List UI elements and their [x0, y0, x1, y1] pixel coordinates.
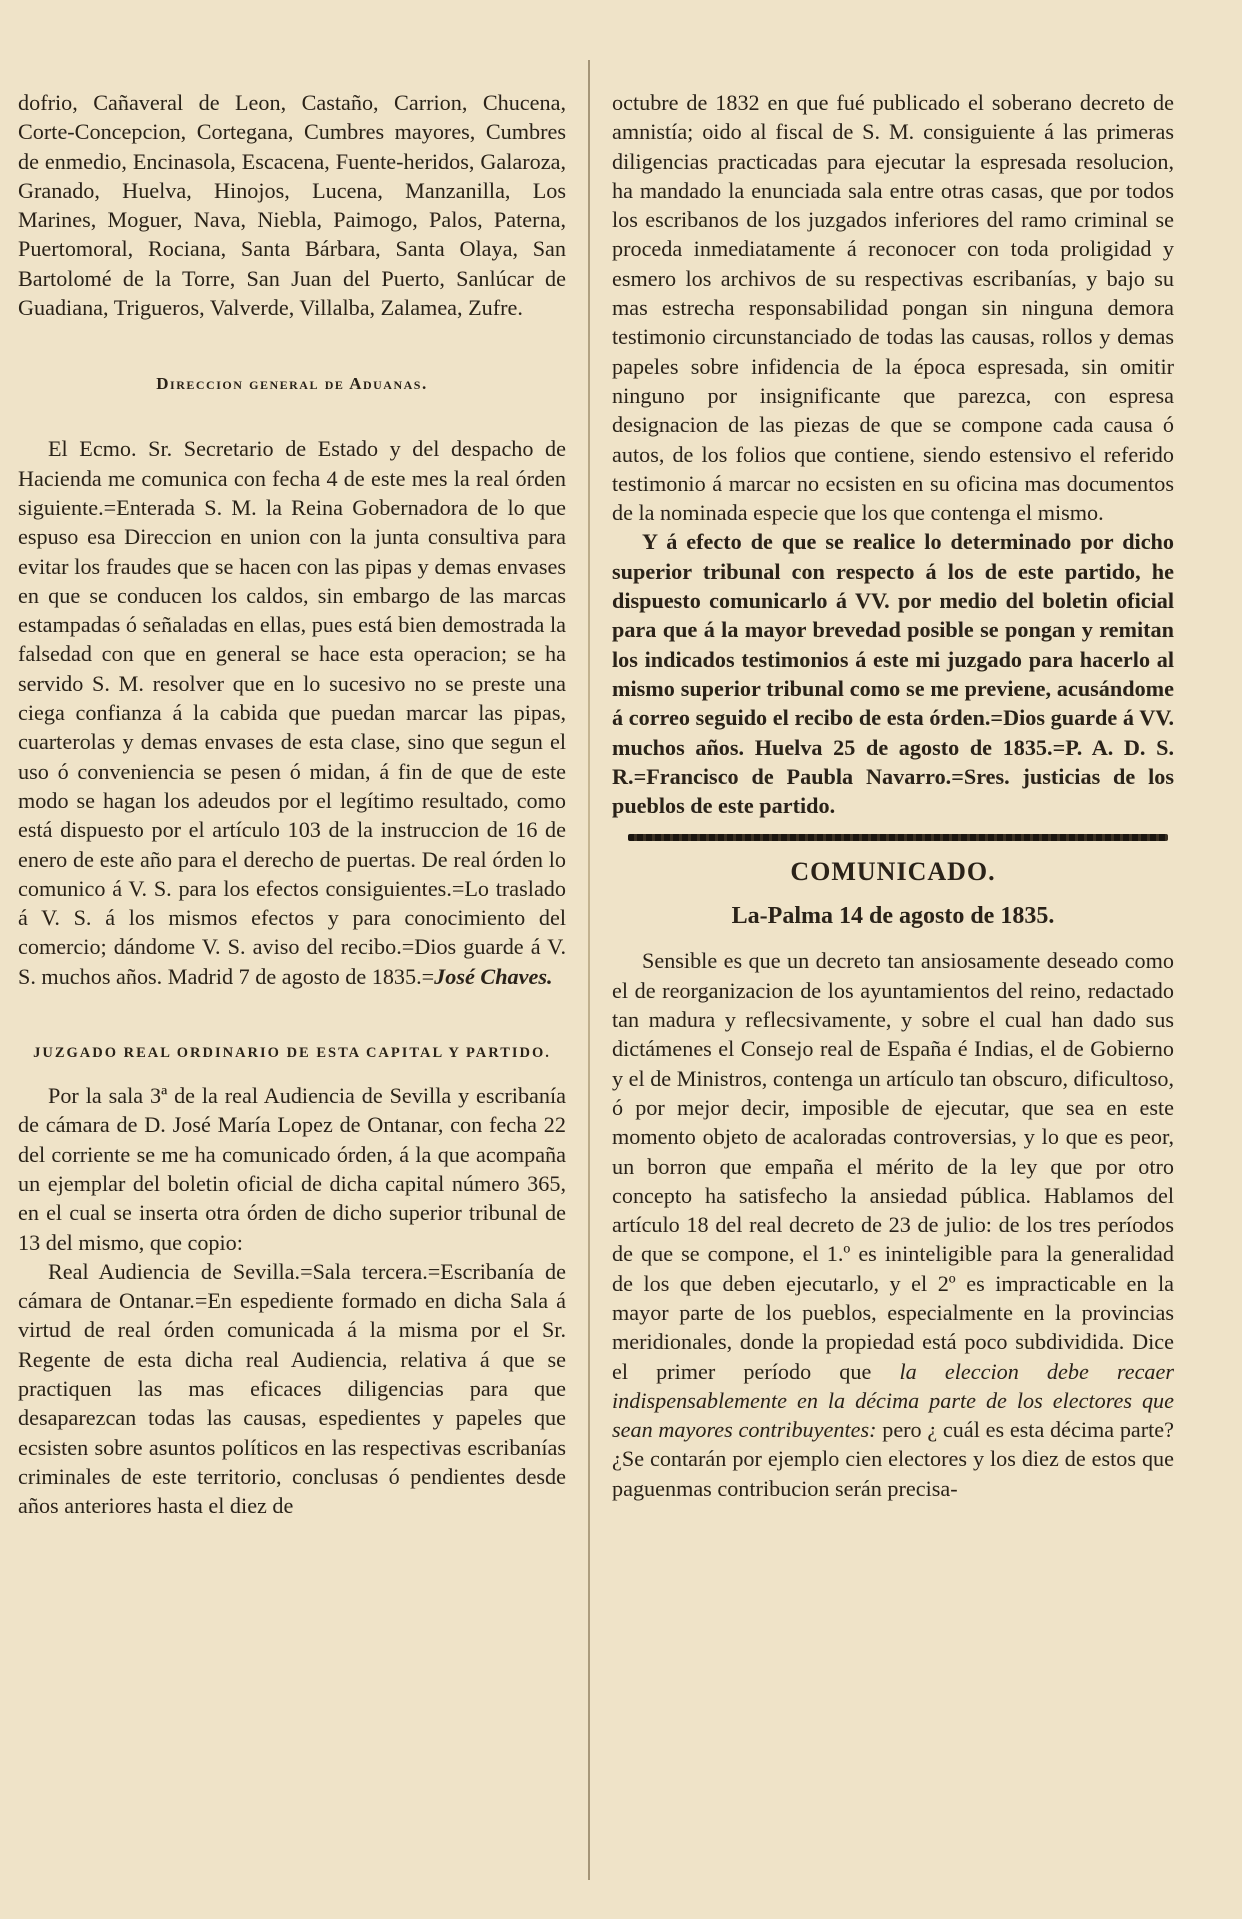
- aduanas-body: El Ecmo. Sr. Secretario de Estado y del despacho de Hacienda me comunica con fecha 4 de este mes la real órden siguiente.=Enterada S. M. la Reina Gobernadora de lo que espuso esa Direccion en union con la junta consultiva para evitar los fraudes que se hacen con las pipas y demas envases en que se conducen los caldos, sin embargo de las marcas estampadas ó señaladas en ellas, pues está bien demostrada la falsedad con que en general se hace esta operacion; se ha servido S. M. resolver que en lo sucesivo no se preste una ciega confianza á la cabida que puedan marcar las pipas, cuarterolas y demas envases de esta clase, sino que segun el uso ó conveniencia se pesen ó midan, á fin de que de este modo se hagan los adeudos por el legítimo resultado, como está dispuesto por el artículo 103 de la instruccion de 16 de enero de este año para el derecho de puertas. De real órden lo comunico á V. S. para los efectos consiguientes.=Lo traslado á V. S. á los mismos efectos y para conocimiento del comercio; dándome V. S. aviso del recibo.=Dios guarde á V. S. muchos años. Madrid 7 de agosto de 1835.=José Chaves.: [18, 436, 566, 989]
- continuation-paragraph: octubre de 1832 en que fué publicado el soberano decreto de amnistía; oido al fiscal de S. M. consiguiente á las primeras diligencias practicadas para ejecutar la espresada resolucion, ha mandado la enunciada sala entre otras casas, que por todos los escribanos de los juzgados inferiores del ramo criminal se proceda inmediatamente á reconocer con toda proligidad y esmero los archivos de su respectivas escribanías, y bajo su mas estrecha responsabilidad pongan sin ninguna demora testimonio circunstanciado de todas las causas, rollos y demas papeles sobre infidencia de la época espresada, sin omitir ninguno por insignificante que parezca, con espresa designacion de las piezas de que se compone cada causa ó autos, de los folios que contiene, siendo estensivo el referido testimonio á marcar no ecsisten en su oficina mas documentos de la nominada especie que los que contenga el mismo.: [612, 90, 1174, 526]
- right-column: [612, 88, 1174, 1503]
- section-rule: [628, 834, 1168, 841]
- aduanas-signature: José Chaves.: [434, 963, 553, 989]
- comunicado-body: Sensible es que un decreto tan ansiosamente deseado como el de reorganizacion de los ayuntamientos del reino, redactado tan madura y reflecsivamente, y sobre el cual han dado sus dictámenes el Consejo real de España é Indias, el de Gobierno y el de Ministros, contenga un artículo tan obscuro, dificultoso, ó por mejor decir, imposible de ejecutar, que sea en este momento objeto de acaloradas controversias, y lo que es peor, un borron que empaña el mérito de la ley que por otro concepto ha satisfecho la ansiedad pública. Hablamos del artículo 18 del real decreto de 23 de julio: de los tres períodos de que se compone, el 1.º es ininteligible para la generalidad de los que deben ejecutarlo, y el 2º es impracticable en la mayor parte de los pueblos, especialmente en la provincias meridionales, donde la propiedad está poco subdividida. Dice el primer período que la eleccion debe recaer indispensablemente en la décima parte de los electores que sean mayores contribuyentes: pero ¿ cuál es esta décima parte? ¿Se contarán por ejemplo cien electores y los diez de estos que paguenmas contribucion serán precisa-: [612, 948, 1175, 1501]
- towns-paragraph: dofrio, Cañaveral de Leon, Castaño, Carrion, Chucena, Corte-Concepcion, Cortegana, Cumbres mayores, Cumbres de enmedio, Encinasola, Escacena, Fuente-heridos, Galaroza, Granado, Huelva, Hinojos, Lucena, Manzanilla, Los Marines, Moguer, Nava, Niebla, Paimogo, Palos, Paterna, Puertomoral, Rociana, Santa Bárbara, Santa Olaya, San Bartolomé de la Torre, San Juan del Puerto, Sanlúcar de Guadiana, Trigueros, Valverde, Villalba, Zalamea, Zufre.: [18, 90, 566, 321]
- aduanas-title: Direccion general de Aduanas.: [156, 374, 428, 394]
- comunicado-dateline: La-Palma 14 de agosto de 1835.: [731, 903, 1055, 930]
- column-divider: [588, 60, 590, 1880]
- comunicado-quote: la eleccion debe recaer indispensablemente en la décima parte de los electores que sean mayores contribuyentes:: [612, 1358, 1175, 1443]
- juzgado-body-2: Real Audiencia de Sevilla.=Sala tercera.=Escribanía de cámara de Ontanar.=En espediente formado en dicha Sala á virtud de real órden comunicada á la misma por el Sr. Regente de esta dicha real Audiencia, relativa á que se practiquen las mas eficaces diligencias para que desaparezcan todas las causas, espedientes y papeles que ecsisten sobre asuntos políticos en las respectivas escribanías criminales de este territorio, conclusas ó pendientes desde años anteriores hasta el diez de: [18, 1258, 566, 1519]
- comunicado-heading: COMUNICADO.: [790, 857, 996, 887]
- juzgado-body-1: Por la sala 3ª de la real Audiencia de Sevilla y escribanía de cámara de D. José María Lopez de Ontanar, con fecha 22 del corriente se me ha comunicado órden, á la que acompaña un ejemplar del boletin oficial de dicha capital número 365, en el cual se inserta otra órden de dicho superior tribunal de 13 del mismo, que copio:: [18, 1083, 566, 1255]
- order-paragraph: Y á efecto de que se realice lo determinado por dicho superior tribunal con respecto á los de este partido, he dispuesto comunicarlo á VV. por medio del boletin oficial para que á la mayor brevedad posible se pongan y remitan los indicados testimonios á este mi juzgado para hacerlo al mismo superior tribunal como se me previene, acusándome á correo seguido el recibo de esta órden.=Dios guarde á VV. muchos años. Huelva 25 de agosto de 1835.=P. A. D. S. R.=Francisco de Paubla Navarro.=Sres. justicias de los pueblos de este partido.: [612, 529, 1174, 819]
- juzgado-title: JUZGADO REAL ORDINARIO DE ESTA CAPITAL Y PARTIDO.: [33, 1045, 551, 1062]
- left-column: [18, 88, 566, 1520]
